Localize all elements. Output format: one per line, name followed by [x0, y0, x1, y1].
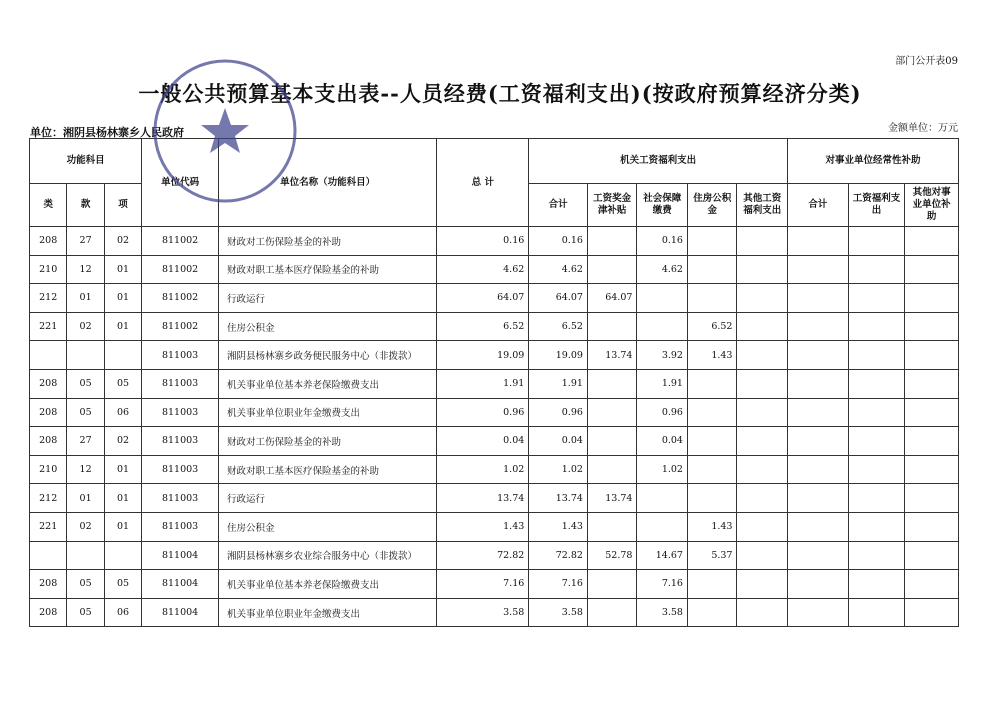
cell-unit-code: 811003 — [142, 427, 219, 456]
cell-total: 3.58 — [437, 598, 529, 627]
table-row — [30, 341, 959, 370]
cell-xiang: 01 — [104, 512, 141, 541]
cell-kuan: 01 — [67, 484, 104, 513]
cell-gov-sum: 3.58 — [529, 598, 588, 627]
cell-kuan: 05 — [67, 570, 104, 599]
cell-kuan: 27 — [67, 227, 104, 256]
cell-gov-social: 4.62 — [637, 255, 688, 284]
cell-gov-housing — [687, 427, 737, 456]
cell-gov-social: 7.16 — [637, 570, 688, 599]
cell-total: 19.09 — [437, 341, 529, 370]
header-inst-salary: 工资福利支出 — [848, 184, 905, 227]
header-inst-group: 对事业单位经常性补助 — [788, 139, 959, 184]
cell-xiang: 01 — [104, 284, 141, 313]
cell-unit-code: 811003 — [142, 398, 219, 427]
cell-gov-sum: 64.07 — [529, 284, 588, 313]
cell-unit-code: 811003 — [142, 341, 219, 370]
cell-gov-sum: 0.16 — [529, 227, 588, 256]
cell-gov-salary — [587, 312, 637, 341]
cell-gov-salary — [587, 570, 637, 599]
header-inst-other: 其他对事业单位补助 — [905, 184, 959, 227]
cell-lei: 208 — [30, 570, 67, 599]
cell-inst-salary — [848, 312, 905, 341]
header-gov-social: 社会保障缴费 — [637, 184, 688, 227]
cell-lei: 221 — [30, 312, 67, 341]
cell-gov-other — [737, 455, 788, 484]
cell-lei: 208 — [30, 598, 67, 627]
cell-inst-other — [905, 369, 959, 398]
cell-gov-sum: 7.16 — [529, 570, 588, 599]
cell-inst-salary — [848, 369, 905, 398]
cell-inst-salary — [848, 484, 905, 513]
cell-inst-other — [905, 570, 959, 599]
cell-unit-code: 811003 — [142, 512, 219, 541]
cell-gov-other — [737, 541, 788, 570]
cell-xiang: 06 — [104, 598, 141, 627]
table-row — [30, 484, 959, 513]
cell-gov-sum: 1.91 — [529, 369, 588, 398]
cell-unit-name: 财政对职工基本医疗保险基金的补助 — [219, 255, 437, 284]
cell-gov-social: 1.91 — [637, 369, 688, 398]
header-gov-housing: 住房公积金 — [687, 184, 737, 227]
cell-inst-other — [905, 398, 959, 427]
cell-inst-sum — [788, 398, 849, 427]
cell-gov-salary — [587, 598, 637, 627]
cell-gov-social — [637, 312, 688, 341]
cell-unit-code: 811002 — [142, 312, 219, 341]
cell-total: 13.74 — [437, 484, 529, 513]
cell-unit-code: 811003 — [142, 369, 219, 398]
cell-gov-other — [737, 484, 788, 513]
cell-gov-other — [737, 570, 788, 599]
cell-xiang: 05 — [104, 570, 141, 599]
cell-gov-salary — [587, 512, 637, 541]
cell-inst-other — [905, 284, 959, 313]
cell-gov-housing — [687, 255, 737, 284]
cell-inst-other — [905, 598, 959, 627]
cell-lei: 208 — [30, 427, 67, 456]
cell-xiang: 01 — [104, 312, 141, 341]
cell-xiang: 02 — [104, 427, 141, 456]
cell-xiang: 01 — [104, 255, 141, 284]
cell-unit-code: 811002 — [142, 227, 219, 256]
header-gov-other: 其他工资福利支出 — [737, 184, 788, 227]
cell-unit-name: 湘阴县杨林寨乡农业综合服务中心（非拨款） — [219, 541, 437, 570]
cell-inst-salary — [848, 541, 905, 570]
table-row — [30, 598, 959, 627]
cell-inst-sum — [788, 369, 849, 398]
cell-lei — [30, 341, 67, 370]
cell-gov-other — [737, 598, 788, 627]
cell-gov-other — [737, 227, 788, 256]
money-unit: 金额单位：万元 — [888, 123, 958, 134]
cell-gov-social — [637, 512, 688, 541]
cell-gov-housing — [687, 369, 737, 398]
cell-total: 1.02 — [437, 455, 529, 484]
page-title: 一般公共预算基本支出表--人员经费(工资福利支出)(按政府预算经济分类) — [138, 81, 862, 106]
cell-inst-other — [905, 227, 959, 256]
cell-gov-sum: 0.96 — [529, 398, 588, 427]
cell-gov-housing — [687, 598, 737, 627]
cell-gov-salary: 13.74 — [587, 341, 637, 370]
cell-gov-housing — [687, 570, 737, 599]
cell-gov-housing — [687, 284, 737, 313]
header-gov-salary: 工资奖金津补贴 — [587, 184, 637, 227]
header-lei: 类 — [30, 184, 67, 227]
cell-unit-name: 行政运行 — [219, 484, 437, 513]
cell-lei: 210 — [30, 255, 67, 284]
cell-inst-salary — [848, 227, 905, 256]
cell-gov-housing: 6.52 — [687, 312, 737, 341]
cell-xiang — [104, 541, 141, 570]
cell-gov-sum: 13.74 — [529, 484, 588, 513]
cell-xiang: 02 — [104, 227, 141, 256]
cell-gov-salary — [587, 227, 637, 256]
cell-total: 1.43 — [437, 512, 529, 541]
header-gov-sum: 合计 — [529, 184, 588, 227]
cell-gov-salary — [587, 398, 637, 427]
cell-gov-housing: 5.37 — [687, 541, 737, 570]
cell-gov-social: 3.92 — [637, 341, 688, 370]
cell-unit-name: 机关事业单位基本养老保险缴费支出 — [219, 570, 437, 599]
cell-inst-sum — [788, 512, 849, 541]
cell-lei: 221 — [30, 512, 67, 541]
cell-gov-social: 14.67 — [637, 541, 688, 570]
cell-gov-other — [737, 312, 788, 341]
cell-lei: 210 — [30, 455, 67, 484]
header-inst-sum: 合计 — [788, 184, 849, 227]
cell-inst-sum — [788, 227, 849, 256]
cell-total: 0.16 — [437, 227, 529, 256]
form-code: 部门公开表09 — [895, 56, 958, 67]
cell-unit-name: 机关事业单位职业年金缴费支出 — [219, 598, 437, 627]
table-row — [30, 369, 959, 398]
cell-gov-sum: 6.52 — [529, 312, 588, 341]
cell-inst-salary — [848, 284, 905, 313]
cell-xiang: 06 — [104, 398, 141, 427]
cell-inst-salary — [848, 398, 905, 427]
cell-lei: 208 — [30, 369, 67, 398]
cell-total: 7.16 — [437, 570, 529, 599]
cell-gov-social — [637, 484, 688, 513]
cell-kuan: 12 — [67, 455, 104, 484]
header-xiang: 项 — [104, 184, 141, 227]
table-row — [30, 570, 959, 599]
cell-gov-salary: 52.78 — [587, 541, 637, 570]
cell-gov-other — [737, 427, 788, 456]
cell-gov-housing — [687, 227, 737, 256]
cell-unit-name: 财政对工伤保险基金的补助 — [219, 227, 437, 256]
cell-gov-sum: 0.04 — [529, 427, 588, 456]
cell-inst-sum — [788, 255, 849, 284]
table-row — [30, 512, 959, 541]
cell-inst-sum — [788, 455, 849, 484]
unit-label: 单位：湘阴县杨林寨乡人民政府 — [30, 126, 184, 139]
cell-gov-social — [637, 284, 688, 313]
cell-inst-sum — [788, 598, 849, 627]
cell-inst-sum — [788, 427, 849, 456]
cell-gov-sum: 19.09 — [529, 341, 588, 370]
cell-inst-salary — [848, 255, 905, 284]
table-row — [30, 255, 959, 284]
cell-inst-sum — [788, 284, 849, 313]
cell-gov-salary — [587, 369, 637, 398]
table-row — [30, 541, 959, 570]
cell-kuan: 27 — [67, 427, 104, 456]
table-row — [30, 398, 959, 427]
cell-lei: 212 — [30, 484, 67, 513]
header-gov-group: 机关工资福利支出 — [529, 139, 788, 184]
cell-unit-code: 811004 — [142, 570, 219, 599]
cell-lei — [30, 541, 67, 570]
cell-gov-other — [737, 398, 788, 427]
cell-gov-other — [737, 341, 788, 370]
cell-inst-salary — [848, 455, 905, 484]
cell-total: 4.62 — [437, 255, 529, 284]
cell-kuan: 02 — [67, 512, 104, 541]
cell-gov-other — [737, 369, 788, 398]
cell-gov-social: 1.02 — [637, 455, 688, 484]
cell-lei: 208 — [30, 398, 67, 427]
cell-inst-sum — [788, 312, 849, 341]
header-kuan: 款 — [67, 184, 104, 227]
table-row — [30, 312, 959, 341]
cell-gov-housing: 1.43 — [687, 341, 737, 370]
cell-unit-name: 财政对职工基本医疗保险基金的补助 — [219, 455, 437, 484]
table-row — [30, 455, 959, 484]
cell-unit-code: 811002 — [142, 255, 219, 284]
cell-total: 1.91 — [437, 369, 529, 398]
cell-gov-housing: 1.43 — [687, 512, 737, 541]
cell-total: 6.52 — [437, 312, 529, 341]
header-unit-code: 单位代码 — [142, 139, 219, 227]
cell-inst-salary — [848, 570, 905, 599]
cell-gov-other — [737, 284, 788, 313]
table-row — [30, 227, 959, 256]
cell-inst-salary — [848, 512, 905, 541]
cell-inst-salary — [848, 598, 905, 627]
cell-total: 0.96 — [437, 398, 529, 427]
cell-gov-social: 0.16 — [637, 227, 688, 256]
cell-total: 72.82 — [437, 541, 529, 570]
table-row — [30, 427, 959, 456]
cell-gov-salary — [587, 427, 637, 456]
cell-gov-other — [737, 255, 788, 284]
cell-inst-sum — [788, 570, 849, 599]
cell-xiang: 01 — [104, 455, 141, 484]
cell-inst-other — [905, 341, 959, 370]
budget-table — [29, 138, 959, 627]
cell-xiang: 05 — [104, 369, 141, 398]
cell-unit-name: 行政运行 — [219, 284, 437, 313]
cell-inst-salary — [848, 341, 905, 370]
cell-gov-salary — [587, 455, 637, 484]
cell-unit-name: 湘阴县杨林寨乡政务便民服务中心（非拨款） — [219, 341, 437, 370]
cell-kuan — [67, 541, 104, 570]
cell-unit-code: 811003 — [142, 484, 219, 513]
cell-inst-sum — [788, 341, 849, 370]
cell-lei: 208 — [30, 227, 67, 256]
header-func-subject: 功能科目 — [30, 139, 142, 184]
cell-inst-other — [905, 455, 959, 484]
cell-kuan: 05 — [67, 398, 104, 427]
cell-gov-sum: 1.43 — [529, 512, 588, 541]
cell-gov-housing — [687, 484, 737, 513]
header-unit-name: 单位名称（功能科目） — [219, 139, 437, 227]
cell-gov-salary: 64.07 — [587, 284, 637, 313]
cell-kuan: 05 — [67, 369, 104, 398]
cell-unit-name: 住房公积金 — [219, 312, 437, 341]
cell-gov-sum: 1.02 — [529, 455, 588, 484]
cell-gov-other — [737, 512, 788, 541]
cell-gov-housing — [687, 398, 737, 427]
cell-kuan — [67, 341, 104, 370]
cell-inst-other — [905, 255, 959, 284]
cell-unit-name: 机关事业单位基本养老保险缴费支出 — [219, 369, 437, 398]
cell-gov-social: 0.96 — [637, 398, 688, 427]
cell-xiang — [104, 341, 141, 370]
cell-inst-other — [905, 427, 959, 456]
cell-inst-sum — [788, 541, 849, 570]
cell-kuan: 01 — [67, 284, 104, 313]
cell-gov-sum: 72.82 — [529, 541, 588, 570]
cell-kuan: 05 — [67, 598, 104, 627]
cell-gov-sum: 4.62 — [529, 255, 588, 284]
cell-unit-name: 财政对工伤保险基金的补助 — [219, 427, 437, 456]
cell-unit-code: 811002 — [142, 284, 219, 313]
cell-total: 64.07 — [437, 284, 529, 313]
cell-unit-name: 机关事业单位职业年金缴费支出 — [219, 398, 437, 427]
cell-inst-salary — [848, 427, 905, 456]
cell-unit-name: 住房公积金 — [219, 512, 437, 541]
cell-gov-salary — [587, 255, 637, 284]
cell-gov-social: 3.58 — [637, 598, 688, 627]
cell-kuan: 12 — [67, 255, 104, 284]
table-row — [30, 284, 959, 313]
cell-unit-code: 811003 — [142, 455, 219, 484]
cell-unit-code: 811004 — [142, 598, 219, 627]
cell-inst-sum — [788, 484, 849, 513]
cell-inst-other — [905, 541, 959, 570]
cell-gov-social: 0.04 — [637, 427, 688, 456]
cell-gov-salary: 13.74 — [587, 484, 637, 513]
cell-lei: 212 — [30, 284, 67, 313]
cell-inst-other — [905, 484, 959, 513]
cell-unit-code: 811004 — [142, 541, 219, 570]
header-total: 总 计 — [437, 139, 529, 227]
cell-xiang: 01 — [104, 484, 141, 513]
cell-inst-other — [905, 512, 959, 541]
cell-kuan: 02 — [67, 312, 104, 341]
cell-gov-housing — [687, 455, 737, 484]
cell-inst-other — [905, 312, 959, 341]
cell-total: 0.04 — [437, 427, 529, 456]
